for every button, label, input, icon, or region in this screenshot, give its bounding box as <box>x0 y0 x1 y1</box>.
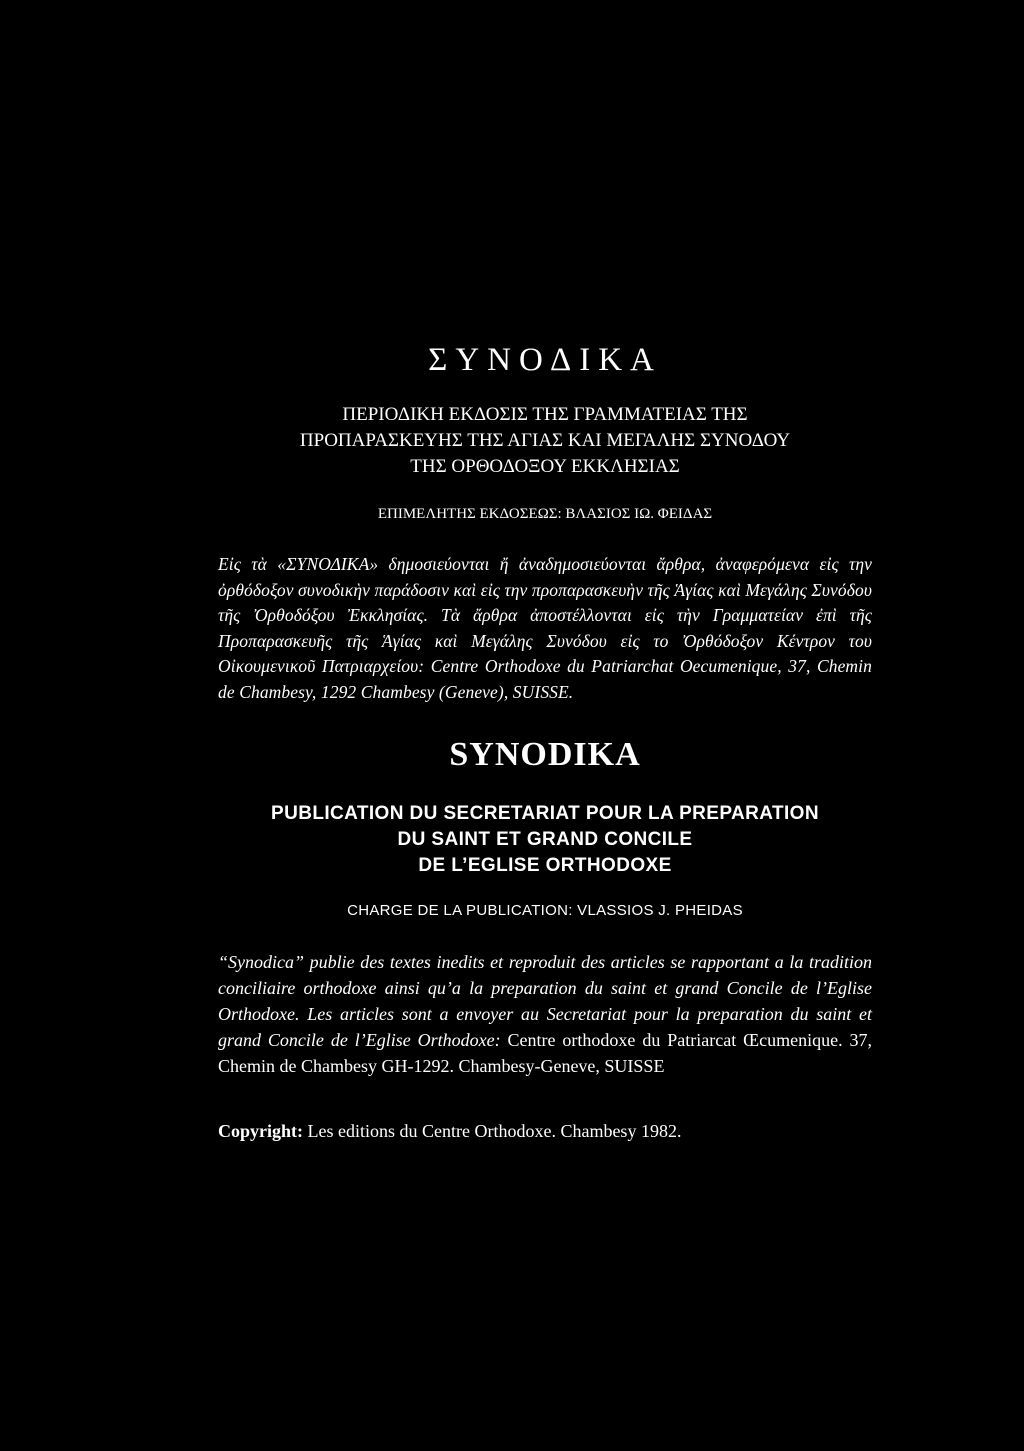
french-subtitle <box>218 801 872 879</box>
greek-subtitle <box>218 402 872 480</box>
french-paragraph-address: Centre orthodoxe du Patriarcat Œcumenique. 37, Chemin de Chambesy GH-1292. Chambesy-Geneve, SUISSE <box>218 1030 872 1076</box>
greek-subtitle-line: ΤΗΣ ΟΡΘΟΔΟΞΟΥ ΕΚΚΛΗΣΙΑΣ <box>410 456 680 477</box>
copyright-text: Les editions du Centre Orthodoxe. Chambesy 1982. <box>303 1121 682 1141</box>
french-subtitle-line: DU SAINT ET GRAND CONCILE <box>397 829 693 850</box>
greek-paragraph: Εἰς τὰ «ΣΥΝΟΔΙΚΑ» δημοσιεύονται ἤ ἀναδημοσιεύονται ἄρθρα, ἀναφερόμενα εἰς την ὀρθόδοξον συνοδικὴν παράδοσιν καὶ εἰς την προπαρασκευὴν τῆς Ἁγίας καὶ Μεγάλης Συνόδου τῆς Ὀρθοδόξου Ἐκκλησίας. Τὰ ἄρθρα ἀποστέλλονται εἰς τὴν Γραμματείαν ἐπὶ τῆς Προπαρασκευῆς τῆς Ἁγίας καὶ Μεγάλης Συνόδου εἰς το Ὀρθόδοξον Κέντρον του Οἰκουμενικοῦ Πατριαρχείου: Centre Orthodoxe du Patriarchat Oecumenique, 37, Chemin de Chambesy, 1292 Chambesy (Geneve), SUISSE. <box>218 554 872 702</box>
greek-subtitle-line: ΠΕΡΙΟΔΙΚΗ ΕΚΔΟΣΙΣ ΤΗΣ ΓΡΑΜΜΑΤΕΙΑΣ ΤΗΣ <box>342 404 748 425</box>
greek-editor: ΕΠΙΜΕΛΗΤΗΣ ΕΚΔΟΣΕΩΣ: ΒΛΑΣΙΟΣ ΙΩ. ΦΕΙΔΑΣ <box>377 506 713 522</box>
french-subtitle-line: PUBLICATION DU SECRETARIAT POUR LA PREPARATION <box>271 803 819 824</box>
french-editor: CHARGE DE LA PUBLICATION: VLASSIOS J. PHEIDAS <box>347 902 743 919</box>
greek-title: ΣΥΝΟΔΙΚΑ <box>428 342 662 378</box>
page-content <box>218 340 872 1143</box>
greek-subtitle-line: ΠΡΟΠΑΡΑΣΚΕΥΗΣ ΤΗΣ ΑΓΙΑΣ ΚΑΙ ΜΕΓΑΛΗΣ ΣΥΝΟΔΟΥ <box>299 430 791 451</box>
copyright-line <box>218 1119 872 1143</box>
french-paragraph <box>218 949 872 1079</box>
french-paragraph-italic: “Synodica” publie des textes inedits et reproduit des articles se rapportant a la tradition conciliaire orthodoxe ainsi qu’a la preparation du saint et grand Concile de l’Eglise Orthodoxe. Les articles sont a envoyer au Secretariat pour la preparation du saint et grand Concile de l’Eglise Orthodoxe: <box>218 952 872 1050</box>
copyright-label: Copyright: <box>218 1121 303 1141</box>
french-subtitle-line: DE L’EGLISE ORTHODOXE <box>418 855 672 876</box>
french-title: SYNODIKA <box>449 736 641 773</box>
